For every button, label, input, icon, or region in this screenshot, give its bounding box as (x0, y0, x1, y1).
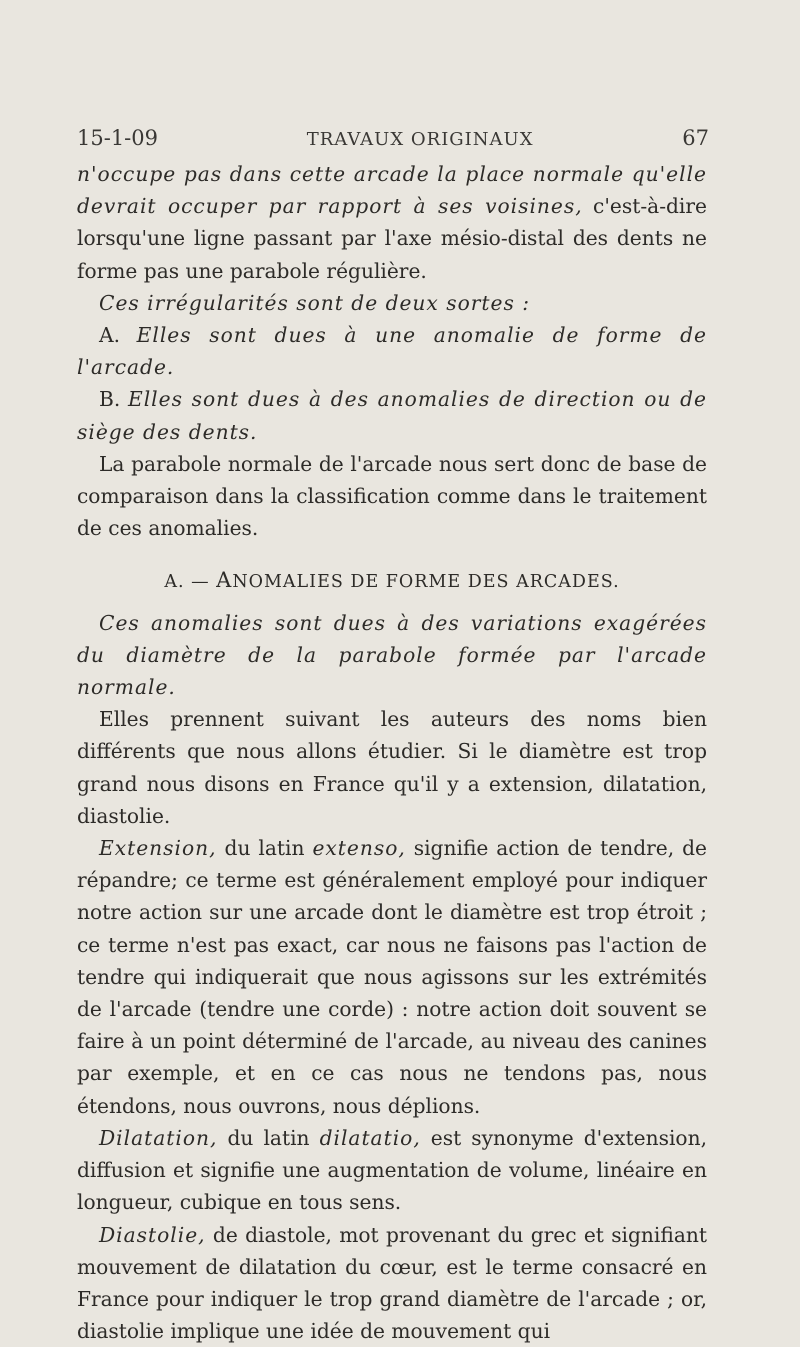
paragraph-3: A. Elles sont dues à une anomalie de forme de l'arcade. (77, 319, 707, 383)
paragraph-8: Extension, du latin extenso, signifie action de tendre, de répandre; ce terme est généralement employé pour indiquer notre action sur une arcade dont le diamètre est trop étroit ; ce terme n'est pas exact, car nous ne faisons pas l'action de tendre qui indiquerait que nous agissons sur les extrémités de l'arcade (tendre une corde) : notre action doit souvent se faire à un point déterminé de l'arcade, au niveau des canines par exemple, et en ce cas nous ne tendons pas, nous étendons, nous ouvrons, nous déplions. (77, 832, 707, 1122)
paragraph-6: Ces anomalies sont dues à des variations exagérées du diamètre de la parabole formée par l'arcade normale. (77, 607, 707, 704)
section-heading: A. — ANOMALIES DE FORME DES ARCADES. (77, 564, 707, 598)
header-title: TRAVAUX ORIGINAUX (307, 129, 534, 150)
paragraph-4: B. Elles sont dues à des anomalies de direction ou de siège des dents. (77, 383, 707, 447)
paragraph-2: Ces irrégularités sont de deux sortes : (77, 287, 707, 319)
body-text (77, 158, 707, 1347)
paragraph-7: Elles prennent suivant les auteurs des noms bien différents que nous allons étudier. Si le diamètre est trop grand nous disons en France qu'il y a extension, dilatation, diastolie. (77, 703, 707, 832)
paragraph-10: Diastolie, de diastole, mot provenant du grec et signifiant mouvement de dilatation du cœur, est le terme consacré en France pour indiquer le trop grand diamètre de l'arcade ; or, diastolie implique une idée de mouvement qui (77, 1219, 707, 1347)
header-date: 15-1-09 (77, 126, 158, 150)
paragraph-5: La parabole normale de l'arcade nous sert donc de base de comparaison dans la classification comme dans le traitement de ces anomalies. (77, 448, 707, 545)
paragraph-1: n'occupe pas dans cette arcade la place normale qu'elle devrait occuper par rapport à ses voisines, c'est-à-dire lorsqu'une ligne passant par l'axe mésio-distal des dents ne forme pas une parabole régulière. (77, 158, 707, 287)
paragraph-9: Dilatation, du latin dilatatio, est synonyme d'extension, diffusion et signifie une augmentation de volume, linéaire en longueur, cubique en tous sens. (77, 1122, 707, 1219)
running-header (77, 126, 709, 150)
page-number: 67 (682, 126, 709, 150)
